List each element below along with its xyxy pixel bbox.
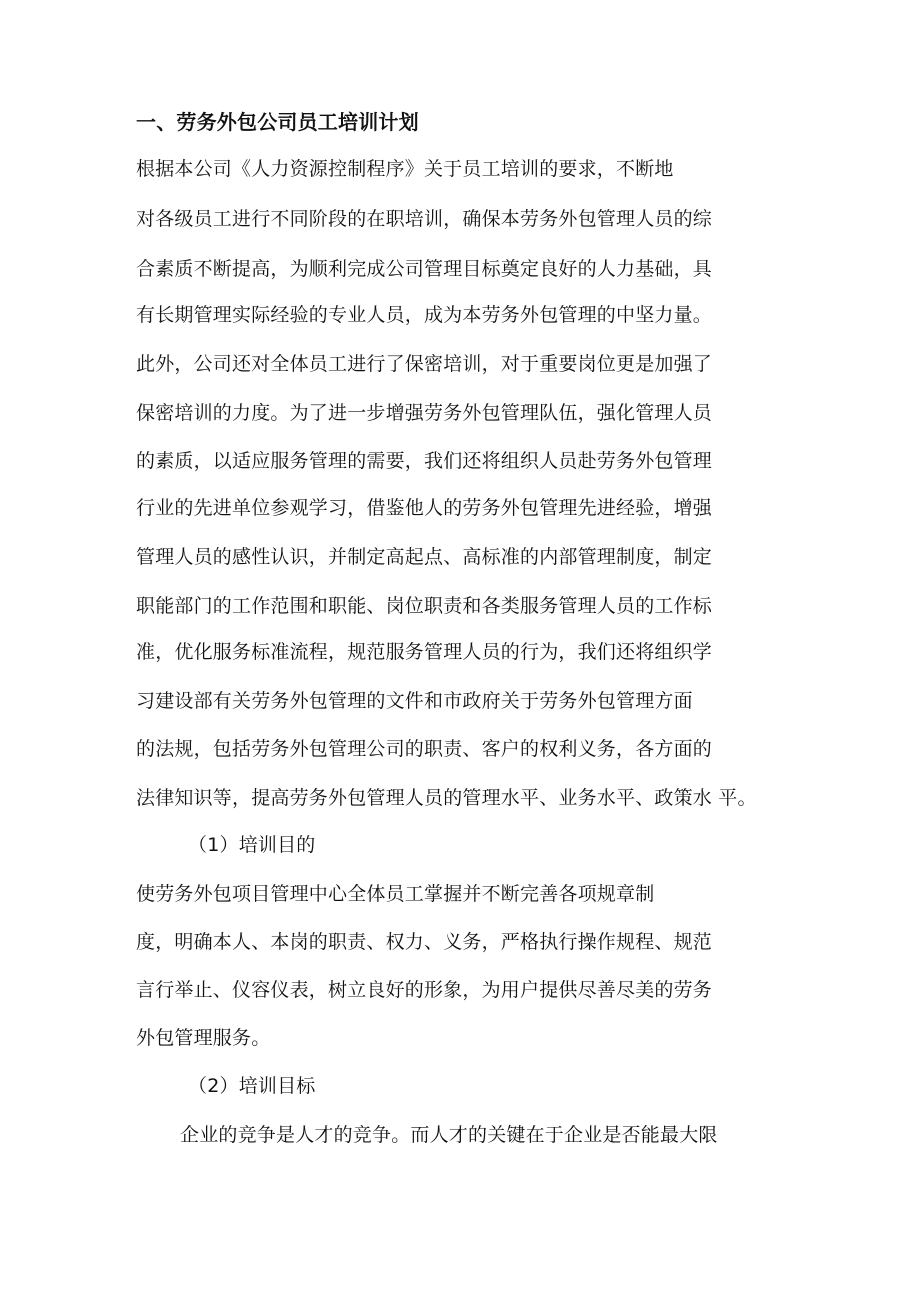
section-title-goals: （2）培训目标: [188, 1075, 316, 1097]
paragraph-line: 准，优化服务标准流程，规范服务管理人员的行为，我们还将组织学: [136, 641, 713, 663]
document-heading: 一、劳务外包公司员工培训计划: [136, 110, 419, 134]
paragraph-line: 管理人员的感性认识，并制定高起点、高标准的内部管理制度，制定: [136, 546, 713, 568]
paragraph-line: 度，明确本人、本岗的职责、权力、义务，严格执行操作规程、规范: [136, 931, 713, 953]
paragraph-line: 使劳务外包项目管理中心全体员工掌握并不断完善各项规章制: [136, 883, 655, 905]
paragraph-line: 对各级员工进行不同阶段的在职培训，确保本劳务外包管理人员的综: [136, 208, 713, 230]
paragraph-line: 的素质，以适应服务管理的需要，我们还将组织人员赴劳务外包管理: [136, 450, 713, 472]
paragraph-line: 企业的竞争是人才的竞争。而人才的关键在于企业是否能最大限: [180, 1124, 718, 1146]
paragraph-line: 根据本公司《人力资源控制程序》关于员工培训的要求，不断地: [136, 158, 674, 180]
paragraph-line: 保密培训的力度。为了进一步增强劳务外包管理队伍，强化管理人员: [136, 402, 713, 424]
paragraph-line: 法律知识等，提高劳务外包管理人员的管理水平、业务水平、政策水 平。: [136, 787, 757, 809]
paragraph-line: 合素质不断提高，为顺利完成公司管理目标奠定良好的人力基础，具: [136, 258, 713, 280]
paragraph-line: 的法规，包括劳务外包管理公司的职责、客户的权利义务，各方面的: [136, 738, 713, 760]
paragraph-line: 习建设部有关劳务外包管理的文件和市政府关于劳务外包管理方面: [136, 690, 693, 712]
paragraph-line: 有长期管理实际经验的专业人员，成为本劳务外包管理的中坚力量。: [136, 304, 713, 326]
paragraph-line: 行业的先进单位参观学习，借鉴他人的劳务外包管理先进经验，增强: [136, 497, 713, 519]
paragraph-line: 此外，公司还对全体员工进行了保密培训，对于重要岗位更是加强了: [136, 353, 713, 375]
paragraph-line: 外包管理服务。: [136, 1027, 271, 1049]
paragraph-line: 言行举止、仪容仪表，树立良好的形象，为用户提供尽善尽美的劳务: [136, 979, 713, 1001]
section-title-purpose: （1）培训目的: [188, 834, 316, 856]
paragraph-line: 职能部门的工作范围和职能、岗位职责和各类服务管理人员的工作标: [136, 595, 713, 617]
